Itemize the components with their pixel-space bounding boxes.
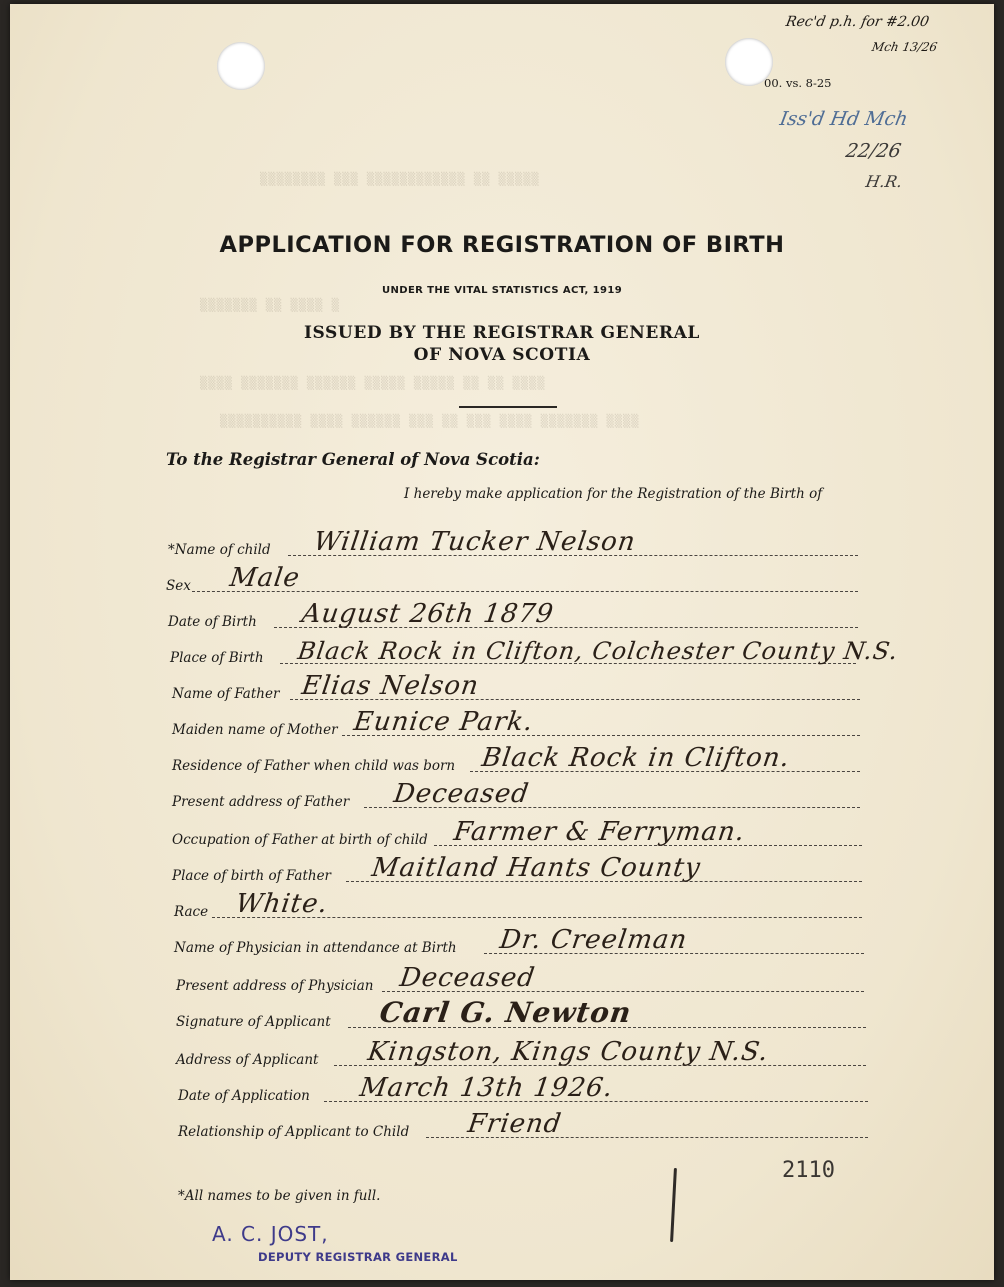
issuer-line-2: OF NOVA SCOTIA: [413, 345, 591, 365]
field-label: Residence of Father when child was born: [172, 758, 456, 774]
field-label: Name of Physician in attendance at Birth: [174, 940, 457, 956]
field-father-address: [172, 779, 860, 812]
field-label: Relationship of Applicant to Child: [178, 1124, 410, 1140]
field-value: Eunice Park.: [351, 707, 536, 737]
field-father-residence: [172, 743, 860, 776]
field-father-occupation: [172, 817, 862, 850]
divider: [459, 406, 557, 408]
field-value: William Tucker Nelson: [311, 527, 638, 557]
show-through: ▒▒▒▒▒▒▒▒▒▒ ▒▒▒▒ ▒▒▒▒▒▒ ▒▒▒ ▒▒ ▒▒▒ ▒▒▒▒ ▒▒▒▒▒▒▒ ▒▒▒▒: [220, 414, 640, 428]
field-value: Black Rock in Clifton.: [479, 743, 793, 773]
field-label: Occupation of Father at birth of child: [172, 832, 428, 848]
show-through: ▒▒▒▒ ▒▒▒▒▒▒▒ ▒▒▒▒▒▒ ▒▒▒▒▒ ▒▒▒▒▒ ▒▒ ▒▒ ▒▒▒▒: [200, 376, 546, 390]
field-race: [174, 889, 862, 922]
registrar-stamp-title: DEPUTY REGISTRAR GENERAL: [258, 1250, 458, 1264]
field-value: Friend: [465, 1109, 564, 1139]
receipt-date-note: Mch 13/26: [870, 40, 939, 54]
field-value: Dr. Creelman: [497, 925, 690, 955]
field-label: Name of Father: [172, 686, 280, 702]
addressee: To the Registrar General of Nova Scotia:: [166, 450, 540, 469]
field-value: Deceased: [397, 963, 538, 993]
field-value: Maitland Hants County: [369, 853, 703, 883]
field-father-birthplace: [172, 853, 862, 886]
punch-hole-left: [217, 42, 265, 90]
field-label: Place of Birth: [170, 650, 264, 666]
field-value: Deceased: [391, 779, 532, 809]
field-value: Farmer & Ferryman.: [451, 817, 748, 847]
registrar-stamp-name: A. C. JOST,: [212, 1222, 329, 1246]
field-label: Signature of Applicant: [176, 1014, 331, 1030]
field-label: Date of Birth: [168, 614, 257, 630]
field-application-date: [178, 1073, 868, 1106]
show-through: ▒▒▒▒▒▒▒▒ ▒▒▒ ▒▒▒▒▒▒▒▒▒▒▒▒ ▒▒ ▒▒▒▒▒: [260, 172, 540, 186]
applicant-signature: Carl G. Newton: [377, 996, 634, 1029]
field-applicant-address: [176, 1037, 866, 1070]
page-subtitle: UNDER THE VITAL STATISTICS ACT, 1919: [381, 285, 623, 296]
application-statement: I hereby make application for the Registration of the Birth of: [404, 486, 823, 502]
field-value: Male: [227, 563, 302, 593]
issuer: [0, 322, 1004, 366]
field-value: Black Rock in Clifton, Colchester County N.S.: [296, 637, 901, 665]
field-physician-name: [174, 925, 864, 958]
field-place-of-birth: [170, 637, 901, 668]
field-label: *Name of child: [168, 542, 271, 558]
field-relationship: [178, 1109, 868, 1142]
field-value: Elias Nelson: [299, 671, 482, 701]
field-label: Race: [174, 904, 209, 920]
issued-date-note: 22/26: [844, 140, 903, 162]
issuer-line-1: ISSUED BY THE REGISTRAR GENERAL: [304, 323, 700, 343]
field-mother-maiden-name: [172, 707, 860, 740]
field-child-name: [168, 527, 858, 560]
field-label: Date of Application: [178, 1088, 310, 1104]
field-value: Kingston, Kings County N.S.: [365, 1037, 771, 1067]
field-label: Present address of Physician: [176, 978, 374, 994]
field-label: Sex: [166, 578, 191, 594]
field-label: Place of birth of Father: [172, 868, 332, 884]
registration-number: 2110: [782, 1158, 835, 1183]
field-value: August 26th 1879: [299, 599, 556, 629]
issued-note: Iss'd Hd Mch: [778, 108, 910, 130]
field-label: Maiden name of Mother: [172, 722, 338, 738]
field-applicant-signature: [176, 996, 866, 1032]
receipt-note: Rec'd p.h. for #2.00: [784, 14, 931, 30]
field-father-name: [172, 671, 860, 704]
field-sex: [166, 563, 858, 596]
footnote: *All names to be given in full.: [178, 1188, 381, 1204]
show-through: ▒▒▒▒▒▒▒ ▒▒ ▒▒▒▒ ▒: [200, 298, 340, 312]
field-value: White.: [233, 889, 330, 919]
field-value: March 13th 1926.: [357, 1073, 616, 1103]
field-label: Present address of Father: [172, 794, 350, 810]
initials-note: H.R.: [864, 172, 904, 191]
field-label: Address of Applicant: [176, 1052, 319, 1068]
form-code: 00. vs. 8-25: [764, 76, 832, 90]
field-physician-address: [176, 963, 864, 996]
field-date-of-birth: [168, 599, 858, 632]
page-title: APPLICATION FOR REGISTRATION OF BIRTH: [219, 232, 785, 258]
